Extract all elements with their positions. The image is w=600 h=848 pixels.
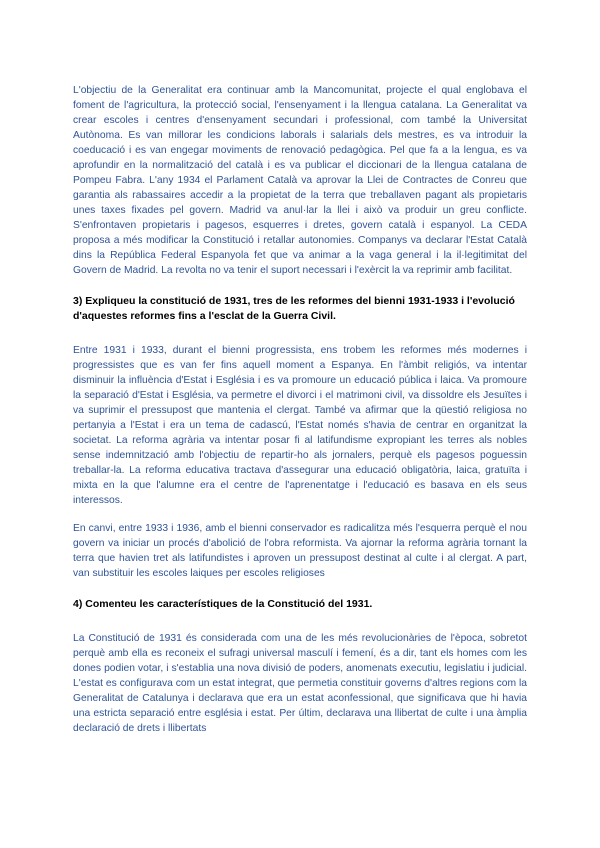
question-4-heading: 4) Comenteu les característiques de la Constitució del 1931. <box>73 598 373 610</box>
question-3-heading: 3) Expliqueu la constitució de 1931, tres de les reformes del bienni 1931-1933 i l'evolució d'aquestes reformes fins a l'esclat de la Guerra Civil. <box>73 295 515 322</box>
question-4-paragraph-1: La Constitució de 1931 és considerada com una de les més revolucionàries de l'època, sobretot perquè amb ella es reconeix el sufragi universal masculí i femení, és a dir, tant els homes com les dones podien votar, i s'establia una nova divisió de poders, anomenats executiu, legislatiu i judicial. L'estat es configurava com un estat integrat, que permetia constituir governs d'altres regions com la Generalitat de Catalunya i declarava que era un estat aconfessional, que significava que hi havia una estricta separació entre església i estat. Per últim, declarava una llibertat de culte i una àmplia declaració de drets i llibertats <box>73 633 527 734</box>
question-3-paragraph-2: En canvi, entre 1933 i 1936, amb el bienni conservador es radicalitza més l'esquerra perquè el nou govern va iniciar un procés d'abolició de l'obra reformista. Va ajornar la reforma agrària tornant la terra que havien tret als latifundistes i aproven un pressupost destinat al culte i al clergat. A part, van substituir les escoles laiques per escoles religioses <box>73 523 527 579</box>
intro-paragraph: L'objectiu de la Generalitat era continuar amb la Mancomunitat, projecte el qual englobava el foment de l'agricultura, la protecció social, l'ensenyament i la llengua catalana. La Generalitat va crear escoles i centres d'ensenyament secundari i professional, com també la Universitat Autònoma. Es van millorar les condicions laborals i salarials dels mestres, es va introduir la coeducació i es van engegar moviments de renovació pedagògica. Pel que fa a la lengua, es va aprofundir en la normalització del català i es va publicar el diccionari de la llengua catalana de Pompeu Fabra. L'any 1934 el Parlament Català va aprovar la Llei de Contractes de Conreu que garantia als rabassaires accedir a la propietat de la terra que treballaven pagant als propietaris unes taxes fixades pel govern. Madrid va anul·lar la llei i això va produir un greu conflicte. S'enfrontaven propietaris i pagesos, esquerres i dretes, govern català i espanyol. La CEDA proposa a més modificar la Constitució i retallar autonomies. Companys va declarar l'Estat Català dins la República Federal Espanyola fet que va animar a la vaga general i la il·legitimitat del Govern de Madrid. La revolta no va tenir el suport necessari i l'exèrcit la va reprimir amb facilitat. <box>73 85 527 276</box>
question-3-paragraph-1: Entre 1931 i 1933, durant el bienni progressista, ens trobem les reformes més modernes i progressistes que es van fer fins aquell moment a Espanya. En l'àmbit religiós, va intentar disminuir la influència d'Estat i Església i es va promoure un educació pública i laica. Va promoure la separació d'Estat i Església, va permetre el divorci i el matrimoni civil, va dissoldre els Jesuïtes i va suprimir el pressupost que mantenia el clergat. També va afirmar que la qüestió religiosa no pertanyia a l'Estat i era un tema de cadascú, l'Estat només s'havia de centrar en organitzat la societat. La reforma agrària va intentar posar fi al latifundisme expropiant les terres als nobles sense indemnització amb l'objectiu de repartir-ho als jornalers, perquè els pagesos poguessin treballar-la. La reforma educativa tractava d'assegurar una educació obligatòria, laica, gratuïta i mixta en la que l'alumne era el centre de l'aprenentatge i l'educació es basava en els seus interessos. <box>73 345 527 506</box>
document-body <box>73 83 527 736</box>
